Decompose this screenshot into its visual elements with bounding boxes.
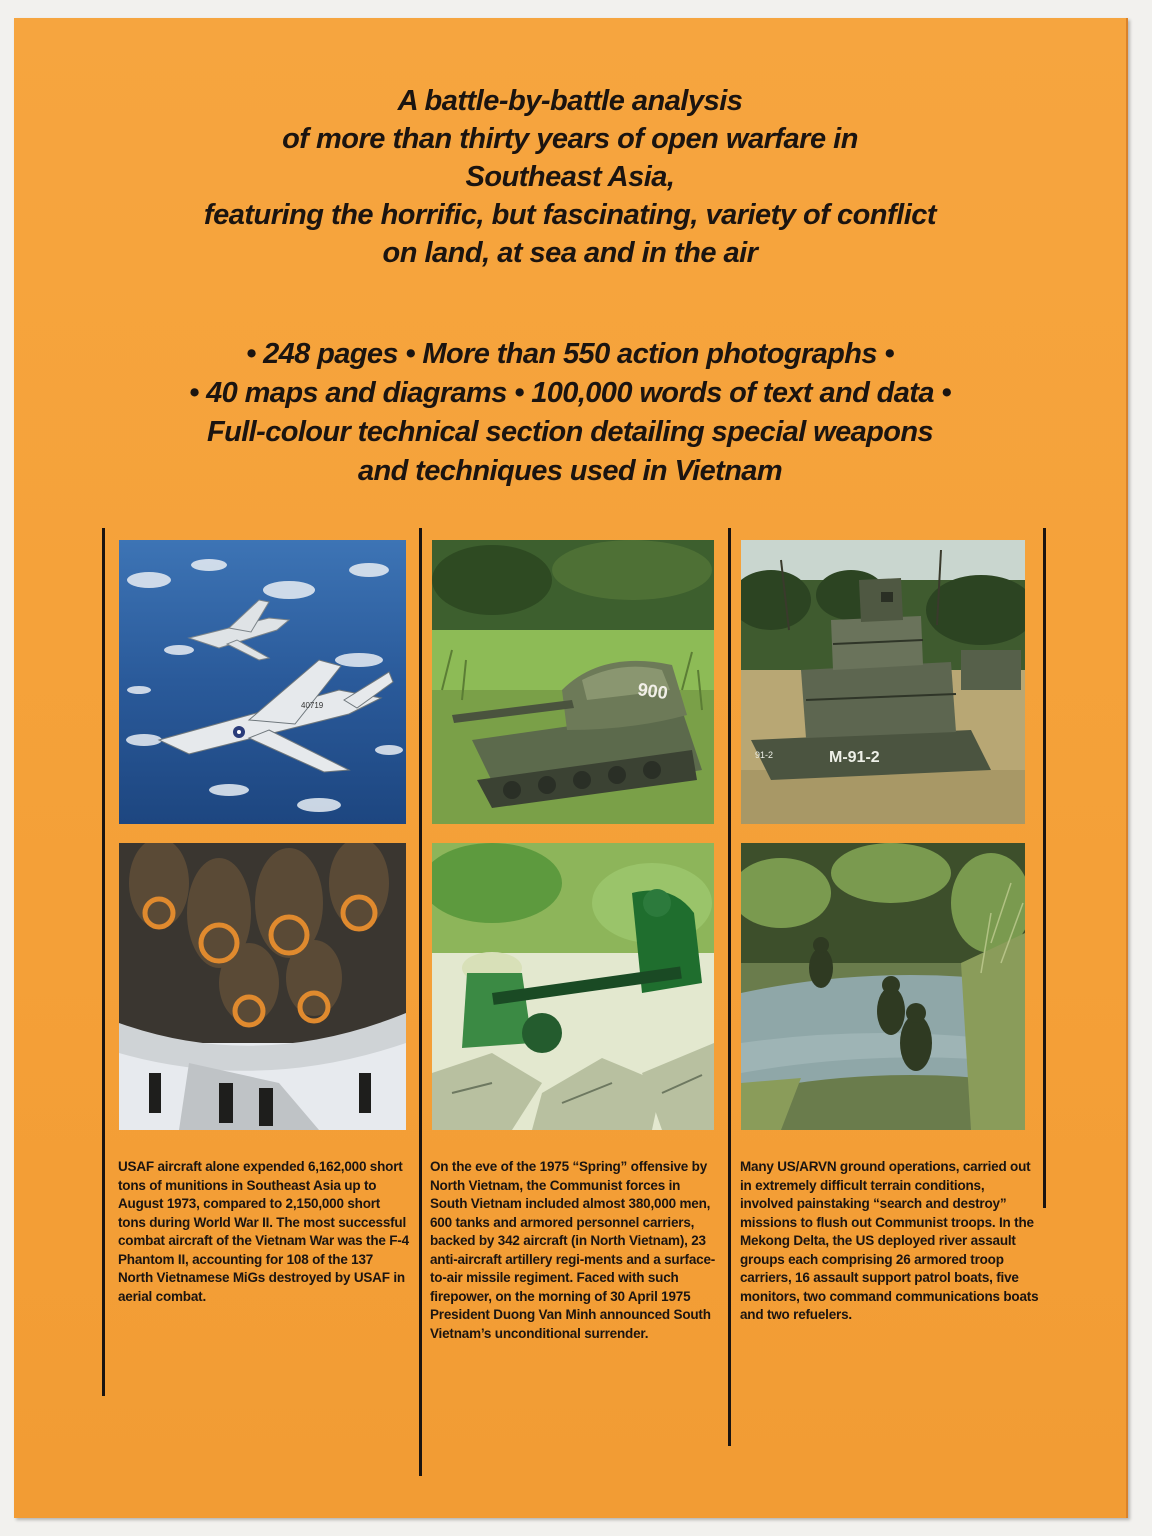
- headline-line: on land, at sea and in the air: [382, 237, 758, 269]
- features-line: Full-colour technical section detailing special weapons: [207, 416, 933, 448]
- photo-jets: [119, 540, 406, 824]
- column-rule: [728, 528, 731, 1446]
- tank-number: 900: [636, 679, 669, 704]
- photo-machine-gun: [432, 843, 714, 1130]
- photo-troops-stream: [741, 843, 1025, 1130]
- features-line: and techniques used in Vietnam: [357, 455, 783, 487]
- features-line: • 248 pages • More than 550 action photographs •: [246, 338, 894, 370]
- headline: [150, 82, 990, 272]
- headline-line: Southeast Asia,: [465, 161, 675, 193]
- column-rule: [419, 528, 422, 1476]
- boat-marking: M-91-2: [829, 749, 880, 766]
- photo-river-boat: [741, 540, 1025, 824]
- caption-ground-operations: Many US/ARVN ground operations, carried out in extremely difficult terrain conditions, involved painstaking “search and destroy” missions to flush out Communist troops. In the Mekong Delta, the US deployed river assault groups each comprising 26 armored troop carriers, 16 assault support patrol boats, five monitors, two command communications boats and two refuelers.: [740, 1159, 1039, 1322]
- headline-line: A battle-by-battle analysis: [397, 85, 743, 117]
- column-rule: [102, 528, 105, 1396]
- photo-tank: [432, 540, 714, 824]
- headline-line: featuring the horrific, but fascinating, variety of conflict: [203, 199, 937, 231]
- jet-tail-number: 40719: [301, 701, 324, 710]
- features-list: [120, 335, 1020, 491]
- caption-spring-offensive: On the eve of the 1975 “Spring” offensive by North Vietnam, the Communist forces in South Vietnam included almost 380,000 men, 600 tanks and armored personnel carriers, backed by 342 aircraft (in North Vietnam), 23 anti-aircraft artillery regi-ments and a surface-to-air missile regiment. Faced with such firepower, on the morning of 30 April 1975 President Duong Van Minh announced South Vietnam’s unconditional surrender.: [430, 1159, 716, 1341]
- features-line: • 40 maps and diagrams • 100,000 words of text and data •: [189, 377, 951, 409]
- photo-bombs: [119, 843, 406, 1130]
- column-rule: [1043, 528, 1046, 1208]
- boat-marking-small: 91-2: [755, 750, 774, 760]
- headline-line: of more than thirty years of open warfare in: [282, 123, 858, 155]
- caption-aircraft: USAF aircraft alone expended 6,162,000 short tons of munitions in Southeast Asia up to August 1973, compared to 2,150,000 short tons during World War II. The most successful combat aircraft of the Vietnam War was the F-4 Phantom II, accounting for 108 of the 137 North Vietnamese MiGs destroyed by USAF in aerial combat.: [118, 1159, 409, 1304]
